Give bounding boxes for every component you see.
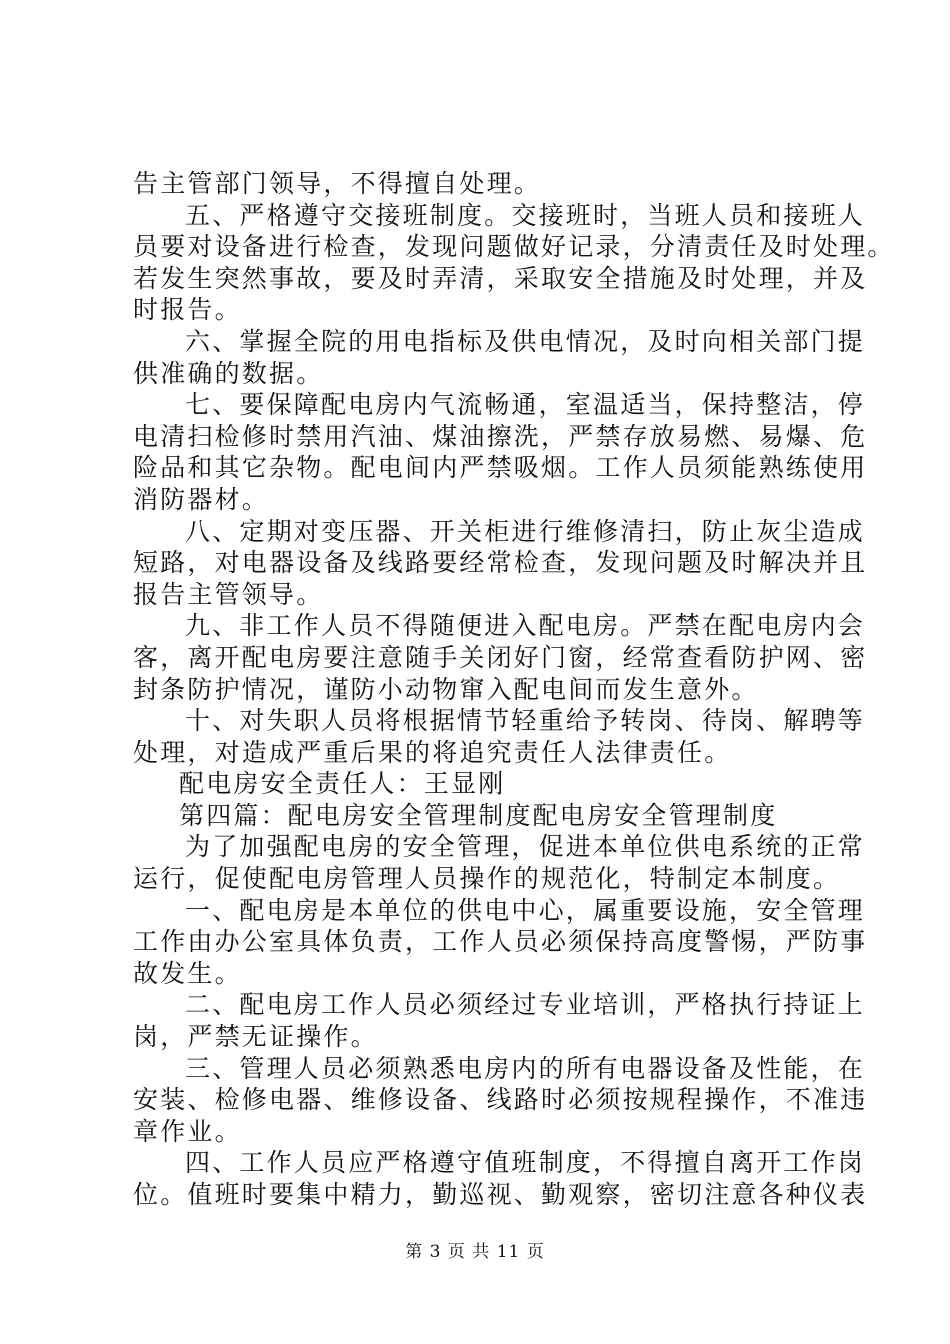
text-line: 一、配电房是本单位的供电中心，属重要设施，安全管理 — [185, 895, 866, 925]
text-line: 为了加强配电房的安全管理，促进本单位供电系统的正常 — [185, 832, 866, 862]
text-line: 告主管部门领导，不得擅自处理。 — [133, 169, 542, 198]
text-line: 八、定期对变压器、开关柜进行维修清扫，防止灰尘造成 — [185, 516, 866, 546]
text-line: 四、工作人员应严格遵守值班制度，不得擅自离开工作岗 — [185, 1148, 866, 1178]
text-line: 安装、检修电器、维修设备、线路时必须按规程操作，不准违 — [133, 1085, 868, 1115]
document-body — [133, 168, 895, 1211]
text-line: 运行，促使配电房管理人员操作的规范化，特制定本制度。 — [133, 864, 841, 894]
text-line: 九、非工作人员不得随便进入配电房。严禁在配电房内会 — [185, 611, 866, 641]
text-line: 险品和其它杂物。配电间内严禁吸烟。工作人员须能熟练使用 — [133, 453, 868, 483]
text-line: 十、对失职人员将根据情节轻重给予转岗、待岗、解聘等 — [185, 706, 866, 736]
text-line: 故发生。 — [133, 958, 242, 988]
text-line: 章作业。 — [133, 1116, 242, 1146]
text-line: 封条防护情况，谨防小动物窜入配电间而发生意外。 — [133, 674, 759, 704]
text-line: 电清扫检修时禁用汽油、煤油擦洗，严禁存放易燃、易爆、危 — [133, 421, 868, 451]
text-line: 二、配电房工作人员必须经过专业培训，严格执行持证上 — [185, 990, 866, 1020]
text-line: 岗，严禁无证操作。 — [133, 1022, 378, 1052]
text-line: 供准确的数据。 — [133, 358, 324, 388]
text-line: 第四篇：配电房安全管理制度配电房安全管理制度 — [179, 800, 778, 830]
text-line: 客，离开配电房要注意随手关闭好门窗，经常查看防护网、密 — [133, 642, 868, 672]
text-line: 处理，对造成严重后果的将追究责任人法律责任。 — [133, 737, 732, 767]
text-line: 七、要保障配电房内气流畅通，室温适当，保持整洁，停 — [185, 390, 866, 420]
text-line: 时报告。 — [133, 295, 242, 325]
text-line: 员要对设备进行检查，发现问题做好记录，分清责任及时处理。 — [133, 232, 895, 262]
text-line: 位。值班时要集中精力，勤巡视、勤观察，密切注意各种仪表 — [133, 1180, 868, 1209]
text-line: 配电房安全责任人：王显刚 — [179, 769, 506, 799]
text-line: 六、掌握全院的用电指标及供电情况，及时向相关部门提 — [185, 326, 866, 356]
text-line: 五、严格遵守交接班制度。交接班时，当班人员和接班人 — [185, 200, 866, 230]
text-line: 短路，对电器设备及线路要经常检查，发现问题及时解决并且 — [133, 548, 868, 578]
text-line: 若发生突然事故，要及时弄清，采取安全措施及时处理，并及 — [133, 263, 868, 293]
text-line: 三、管理人员必须熟悉电房内的所有电器设备及性能，在 — [185, 1053, 866, 1083]
text-line: 消防器材。 — [133, 484, 270, 514]
text-line: 工作由办公室具体负责，工作人员必须保持高度警惕，严防事 — [133, 927, 868, 957]
text-line: 报告主管领导。 — [133, 579, 324, 609]
page-footer: 第 3 页 共 11 页 — [405, 1242, 545, 1262]
